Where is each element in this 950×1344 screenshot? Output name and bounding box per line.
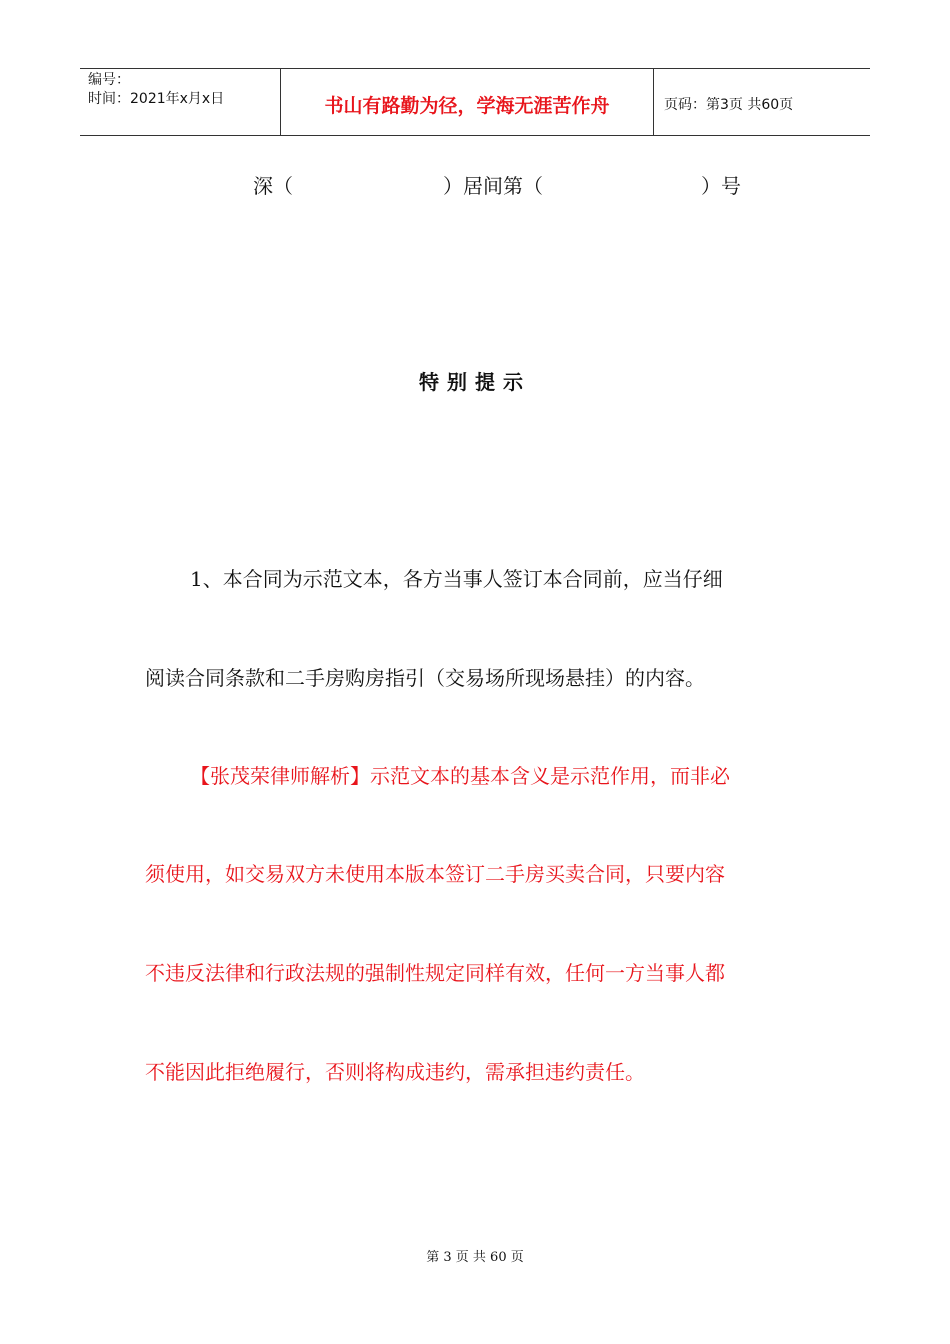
header-motto-cell bbox=[281, 69, 654, 135]
contract-reference-line bbox=[0, 170, 950, 266]
analysis-line-1 bbox=[190, 760, 730, 789]
analysis-line-1-text: 示范文本的基本含义是示范作用，而非必 bbox=[370, 764, 730, 788]
reference-part-2: ）居间第（ bbox=[443, 174, 543, 198]
header-motto: 书山有路勤为径，学海无涯苦作舟 bbox=[324, 94, 610, 117]
analysis-line-4: 不能因此拒绝履行，否则将构成违约，需承担违约责任。 bbox=[145, 1060, 645, 1084]
header-table bbox=[80, 68, 870, 136]
analysis-line-2: 须使用，如交易双方未使用本版本签订二手房买卖合同，只要内容 bbox=[145, 862, 725, 886]
clause-1-line-2: 阅读合同条款和二手房购房指引（交易场所现场悬挂）的内容。 bbox=[145, 666, 705, 690]
header-meta-cell bbox=[80, 69, 281, 135]
reference-part-3: ）号 bbox=[701, 174, 741, 198]
page-footer: 第 3 页 共 60 页 bbox=[426, 1250, 524, 1265]
time-label: 时间：2021年x月x日 bbox=[88, 91, 225, 107]
page-code: 页码：第3页 共60页 bbox=[664, 97, 794, 113]
section-heading: 特别提示 bbox=[419, 370, 531, 394]
reference-part-1: 深（ bbox=[253, 174, 293, 198]
analysis-line-3: 不违反法律和行政法规的强制性规定同样有效，任何一方当事人都 bbox=[145, 961, 725, 985]
header-page-cell bbox=[654, 69, 870, 135]
analysis-tag: 【张茂荣律师解析】 bbox=[190, 764, 370, 788]
serial-number-label: 编号： bbox=[88, 72, 130, 88]
clause-1-line-1: 1、本合同为示范文本，各方当事人签订本合同前，应当仔细 bbox=[190, 567, 723, 591]
